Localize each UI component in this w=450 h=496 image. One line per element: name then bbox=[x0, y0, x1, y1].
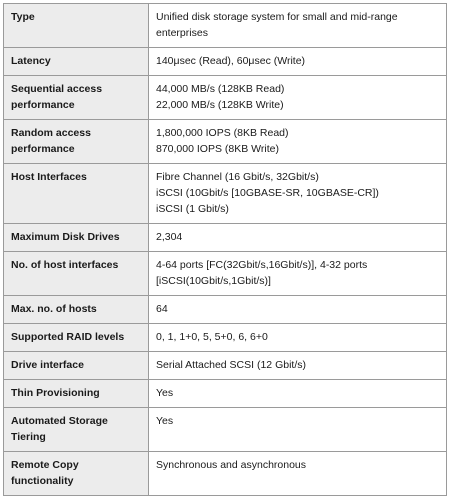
table-row bbox=[4, 164, 447, 224]
table-row bbox=[4, 76, 447, 120]
table-row bbox=[4, 352, 447, 380]
row-label: Sequential access performance bbox=[4, 76, 149, 120]
row-value bbox=[149, 120, 447, 164]
value-line: 140μsec (Read), 60μsec (Write) bbox=[156, 55, 306, 67]
row-value bbox=[149, 48, 447, 76]
row-label: Maximum Disk Drives bbox=[4, 224, 149, 252]
table-row bbox=[4, 296, 447, 324]
value-line: 870,000 IOPS (8KB Write) bbox=[156, 143, 279, 155]
value-line: Fibre Channel (16 Gbit/s, 32Gbit/s) bbox=[156, 171, 319, 183]
table-row bbox=[4, 252, 447, 296]
value-line: 4-64 ports [FC(32Gbit/s,16Gbit/s)], 4-32 ports bbox=[156, 259, 368, 271]
row-value bbox=[149, 164, 447, 224]
row-label: No. of host interfaces bbox=[4, 252, 149, 296]
value-line: 22,000 MB/s (128KB Write) bbox=[156, 99, 284, 111]
row-value bbox=[149, 76, 447, 120]
row-value bbox=[149, 224, 447, 252]
value-line: Yes bbox=[156, 415, 174, 427]
row-label: Automated Storage Tiering bbox=[4, 408, 149, 452]
row-value bbox=[149, 408, 447, 452]
row-value bbox=[149, 324, 447, 352]
table-row bbox=[4, 408, 447, 452]
value-line: 64 bbox=[156, 303, 168, 315]
row-value bbox=[149, 296, 447, 324]
value-line: iSCSI (1 Gbit/s) bbox=[156, 203, 229, 215]
value-line: Serial Attached SCSI (12 Gbit/s) bbox=[156, 359, 306, 371]
value-line: 0, 1, 1+0, 5, 5+0, 6, 6+0 bbox=[156, 331, 268, 343]
table-row bbox=[4, 120, 447, 164]
value-line: iSCSI (10Gbit/s [10GBASE-SR, 10GBASE-CR]) bbox=[156, 187, 379, 199]
value-line: Yes bbox=[156, 387, 174, 399]
row-label: Max. no. of hosts bbox=[4, 296, 149, 324]
spec-table bbox=[3, 3, 447, 496]
table-row bbox=[4, 380, 447, 408]
value-line: 2,304 bbox=[156, 231, 183, 243]
row-label: Random access performance bbox=[4, 120, 149, 164]
row-label: Type bbox=[4, 4, 149, 48]
value-line: Unified disk storage system for small and mid-range bbox=[156, 11, 398, 23]
row-value bbox=[149, 452, 447, 496]
row-label: Remote Copy functionality bbox=[4, 452, 149, 496]
value-line: enterprises bbox=[156, 27, 208, 39]
row-value bbox=[149, 4, 447, 48]
table-row bbox=[4, 452, 447, 496]
row-value bbox=[149, 352, 447, 380]
row-label: Thin Provisioning bbox=[4, 380, 149, 408]
row-label: Latency bbox=[4, 48, 149, 76]
value-line: [iSCSI(10Gbit/s,1Gbit/s)] bbox=[156, 275, 271, 287]
row-value bbox=[149, 252, 447, 296]
table-row bbox=[4, 224, 447, 252]
value-line: 1,800,000 IOPS (8KB Read) bbox=[156, 127, 289, 139]
table-row bbox=[4, 324, 447, 352]
table-row bbox=[4, 4, 447, 48]
table-row bbox=[4, 48, 447, 76]
value-line: 44,000 MB/s (128KB Read) bbox=[156, 83, 285, 95]
row-value bbox=[149, 380, 447, 408]
row-label: Host Interfaces bbox=[4, 164, 149, 224]
value-line: Synchronous and asynchronous bbox=[156, 459, 307, 471]
row-label: Drive interface bbox=[4, 352, 149, 380]
row-label: Supported RAID levels bbox=[4, 324, 149, 352]
